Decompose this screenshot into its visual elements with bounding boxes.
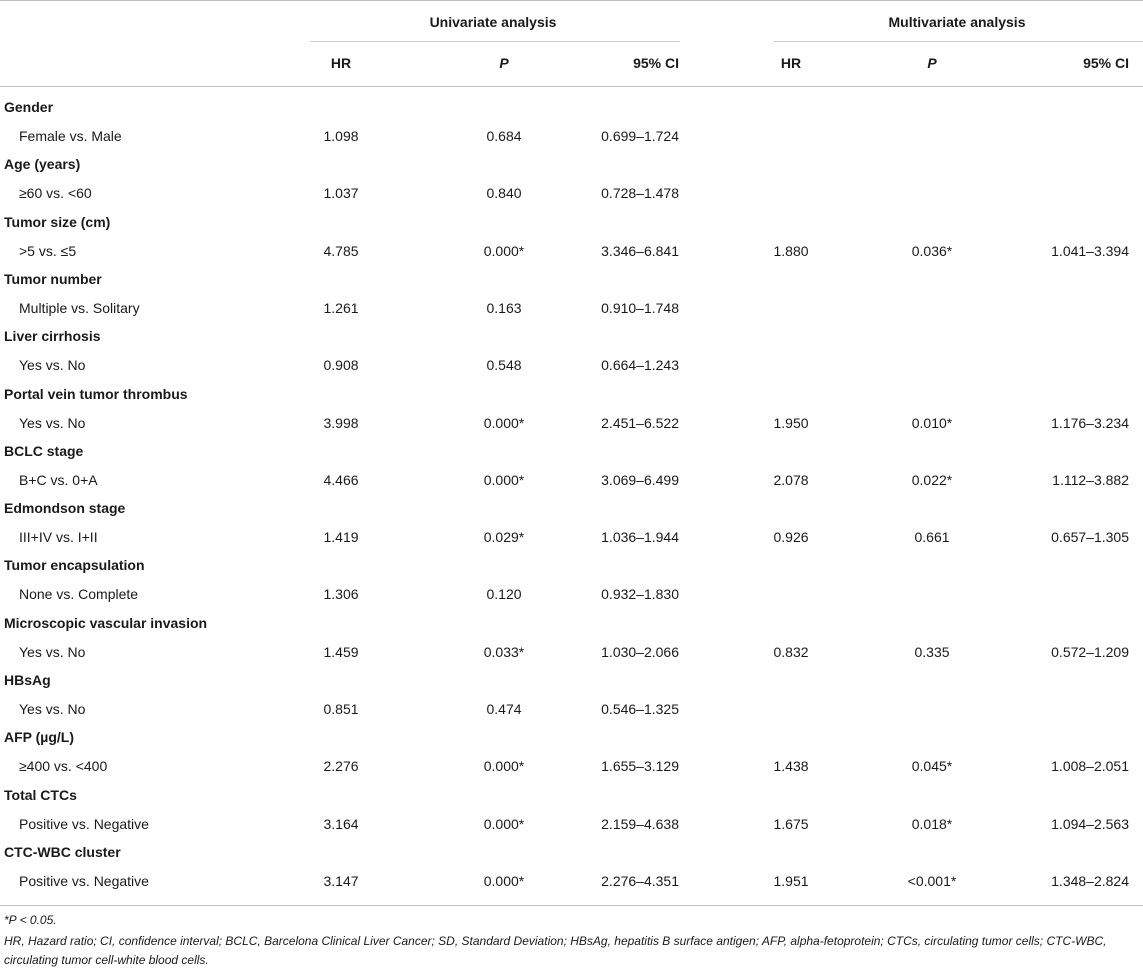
col-header-uni-hr: HR <box>330 55 352 71</box>
univariate-p-cell: 0.000* <box>483 873 525 889</box>
multivariate-p-cell: 0.036* <box>911 243 953 259</box>
univariate-p-cell: 0.000* <box>483 816 525 832</box>
univariate-ci-cell: 2.451–6.522 <box>601 415 679 431</box>
multivariate-p-cell: 0.045* <box>911 758 953 774</box>
univariate-p-cell: 0.000* <box>483 472 525 488</box>
univariate-p-cell: 0.029* <box>483 529 525 545</box>
univariate-ci-cell: 0.910–1.748 <box>601 300 679 316</box>
univariate-ci-cell: 1.036–1.944 <box>601 529 679 545</box>
row-comparison-label: Yes vs. No <box>19 357 86 373</box>
row-comparison-label: >5 vs. ≤5 <box>19 243 77 259</box>
row-category-label: HBsAg <box>4 672 51 688</box>
univariate-hr-cell: 1.459 <box>323 644 359 660</box>
table-top-rule <box>0 0 1143 1</box>
multivariate-ci-cell: 1.008–2.051 <box>1051 758 1129 774</box>
row-comparison-label: Female vs. Male <box>19 128 122 144</box>
row-comparison-label: ≥60 vs. <60 <box>19 185 92 201</box>
header-bottom-rule <box>0 86 1143 87</box>
footnote-significance: *P < 0.05. <box>4 913 57 927</box>
row-category-label: Liver cirrhosis <box>4 328 101 344</box>
row-category-label: Edmondson stage <box>4 500 126 516</box>
univariate-ci-cell: 2.159–4.638 <box>601 816 679 832</box>
univariate-hr-cell: 0.908 <box>323 357 359 373</box>
table-bottom-rule <box>0 905 1143 906</box>
row-category-label: Portal vein tumor thrombus <box>4 386 188 402</box>
row-comparison-label: III+IV vs. I+II <box>19 529 98 545</box>
univariate-hr-cell: 3.998 <box>323 415 359 431</box>
univariate-p-cell: 0.548 <box>486 357 522 373</box>
row-category-label: Total CTCs <box>4 787 77 803</box>
multivariate-group-rule <box>773 41 1143 42</box>
univariate-ci-cell: 3.346–6.841 <box>601 243 679 259</box>
univariate-p-cell: 0.120 <box>486 586 522 602</box>
multivariate-hr-cell: 1.950 <box>773 415 809 431</box>
multivariate-p-cell: 0.661 <box>914 529 950 545</box>
univariate-ci-cell: 2.276–4.351 <box>601 873 679 889</box>
row-comparison-label: Multiple vs. Solitary <box>19 300 140 316</box>
multivariate-p-cell: 0.010* <box>911 415 953 431</box>
multivariate-ci-cell: 1.094–2.563 <box>1051 816 1129 832</box>
univariate-p-cell: 0.000* <box>483 415 525 431</box>
row-comparison-label: None vs. Complete <box>19 586 139 602</box>
univariate-p-cell: 0.033* <box>483 644 525 660</box>
multivariate-hr-cell: 1.675 <box>773 816 809 832</box>
row-category-label: Tumor number <box>4 271 102 287</box>
multivariate-ci-cell: 1.041–3.394 <box>1051 243 1129 259</box>
multivariate-hr-cell: 1.438 <box>773 758 809 774</box>
row-category-label: AFP (µg/L) <box>4 729 75 745</box>
row-comparison-label: B+C vs. 0+A <box>19 472 98 488</box>
col-header-multi-hr: HR <box>780 55 802 71</box>
row-category-label: Microscopic vascular invasion <box>4 615 208 631</box>
univariate-group-rule <box>310 41 680 42</box>
univariate-hr-cell: 1.098 <box>323 128 359 144</box>
univariate-p-cell: 0.163 <box>486 300 522 316</box>
univariate-ci-cell: 0.546–1.325 <box>601 701 679 717</box>
multivariate-p-cell: 0.018* <box>911 816 953 832</box>
multivariate-hr-cell: 2.078 <box>773 472 809 488</box>
col-header-uni-ci: 95% CI <box>633 55 679 71</box>
univariate-hr-cell: 3.147 <box>323 873 359 889</box>
multivariate-ci-cell: 1.348–2.824 <box>1051 873 1129 889</box>
col-header-multi-p: P <box>927 55 937 71</box>
multivariate-hr-cell: 0.832 <box>773 644 809 660</box>
univariate-hr-cell: 0.851 <box>323 701 359 717</box>
col-header-uni-p: P <box>499 55 509 71</box>
row-category-label: CTC-WBC cluster <box>4 844 121 860</box>
univariate-hr-cell: 1.037 <box>323 185 359 201</box>
univariate-ci-cell: 1.030–2.066 <box>601 644 679 660</box>
univariate-hr-cell: 2.276 <box>323 758 359 774</box>
univariate-p-cell: 0.684 <box>486 128 522 144</box>
multivariate-group-header: Multivariate analysis <box>888 14 1026 30</box>
univariate-ci-cell: 1.655–3.129 <box>601 758 679 774</box>
row-category-label: BCLC stage <box>4 443 84 459</box>
univariate-hr-cell: 1.419 <box>323 529 359 545</box>
row-comparison-label: Yes vs. No <box>19 701 86 717</box>
univariate-hr-cell: 1.261 <box>323 300 359 316</box>
univariate-p-cell: 0.000* <box>483 243 525 259</box>
univariate-ci-cell: 0.664–1.243 <box>601 357 679 373</box>
row-comparison-label: Yes vs. No <box>19 415 86 431</box>
row-comparison-label: Yes vs. No <box>19 644 86 660</box>
row-comparison-label: Positive vs. Negative <box>19 873 149 889</box>
row-category-label: Tumor size (cm) <box>4 214 111 230</box>
multivariate-ci-cell: 1.176–3.234 <box>1051 415 1129 431</box>
row-category-label: Gender <box>4 99 54 115</box>
univariate-hr-cell: 4.466 <box>323 472 359 488</box>
row-comparison-label: Positive vs. Negative <box>19 816 149 832</box>
row-category-label: Tumor encapsulation <box>4 557 145 573</box>
multivariate-ci-cell: 1.112–3.882 <box>1052 472 1129 488</box>
univariate-ci-cell: 3.069–6.499 <box>601 472 679 488</box>
col-header-multi-ci: 95% CI <box>1083 55 1129 71</box>
multivariate-hr-cell: 1.951 <box>773 873 809 889</box>
univariate-p-cell: 0.474 <box>486 701 522 717</box>
univariate-hr-cell: 3.164 <box>323 816 359 832</box>
univariate-hr-cell: 4.785 <box>323 243 359 259</box>
multivariate-p-cell: 0.022* <box>911 472 953 488</box>
univariate-hr-cell: 1.306 <box>323 586 359 602</box>
row-comparison-label: ≥400 vs. <400 <box>19 758 108 774</box>
footnote-abbreviations: HR, Hazard ratio; CI, confidence interval; BCLC, Barcelona Clinical Liver Cancer; SD, Standard Deviation; HBsAg, hepatitis B surface antigen; AFP, alpha-fetoprotein; CTCs, circulating tumor cells; CTC-WBC, circulating tumor cell-white blood cells. <box>4 934 1107 967</box>
univariate-ci-cell: 0.932–1.830 <box>601 586 679 602</box>
multivariate-ci-cell: 0.572–1.209 <box>1051 644 1129 660</box>
univariate-p-cell: 0.840 <box>486 185 522 201</box>
row-category-label: Age (years) <box>4 156 81 172</box>
multivariate-p-cell: 0.335 <box>914 644 950 660</box>
univariate-ci-cell: 0.699–1.724 <box>601 128 679 144</box>
univariate-group-header: Univariate analysis <box>429 14 557 30</box>
univariate-ci-cell: 0.728–1.478 <box>601 185 679 201</box>
multivariate-p-cell: <0.001* <box>907 873 957 889</box>
univariate-p-cell: 0.000* <box>483 758 525 774</box>
multivariate-hr-cell: 0.926 <box>773 529 809 545</box>
multivariate-ci-cell: 0.657–1.305 <box>1051 529 1129 545</box>
multivariate-hr-cell: 1.880 <box>773 243 809 259</box>
